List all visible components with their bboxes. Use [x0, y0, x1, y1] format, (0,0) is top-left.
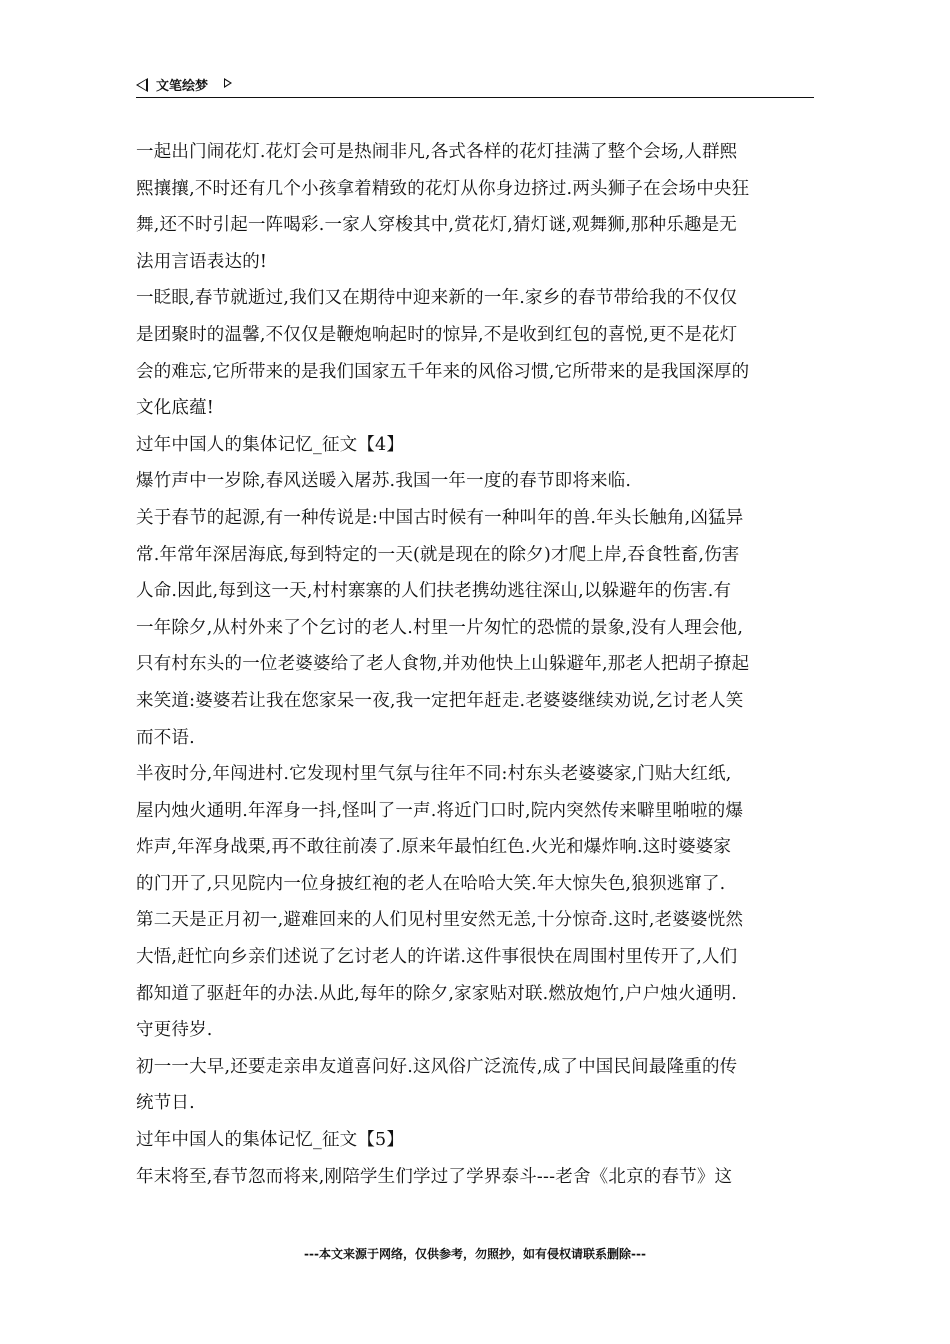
text-line: 炸声,年浑身战栗,再不敢往前凑了.原来年最怕红色.火光和爆炸响.这时婆婆家 [136, 837, 732, 858]
text-line: 大悟,赶忙向乡亲们述说了乞讨老人的许诺.这件事很快在周围村里传开了,人们 [136, 947, 738, 968]
text-line: 文化底蕴! [136, 398, 215, 419]
triangle-left-icon [136, 78, 148, 92]
text-line: 一眨眼,春节就逝过,我们又在期待中迎来新的一年.家乡的春节带给我的不仅仅 [136, 288, 738, 309]
text-line: 爆竹声中一岁除,春风送暖入屠苏.我国一年一度的春节即将来临. [136, 471, 632, 492]
text-line: 会的难忘,它所带来的是我们国家五千年来的风俗习惯,它所带来的是我国深厚的 [136, 361, 750, 382]
document-body [136, 134, 816, 1195]
text-line: 初一一大早,还要走亲串友道喜问好.这风俗广泛流传,成了中国民间最隆重的传 [136, 1056, 738, 1077]
text-line: 守更待岁. [136, 1020, 213, 1041]
triangle-right-icon [224, 78, 232, 88]
text-line: 来笑道:婆婆若让我在您家呆一夜,我一定把年赶走.老婆婆继续劝说,乞讨老人笑 [136, 690, 744, 711]
page-header [136, 74, 814, 98]
text-line: 都知道了驱赶年的办法.从此,每年的除夕,家家贴对联.燃放炮竹,户户烛火通明. [136, 983, 737, 1004]
text-line: 一起出门闹花灯.花灯会可是热闹非凡,各式各样的花灯挂满了整个会场,人群熙 [136, 142, 738, 162]
brand-label: 文笔绘梦 [156, 79, 209, 94]
text-line: 第二天是正月初一,避难回来的人们见村里安然无恙,十分惊奇.这时,老婆婆恍然 [136, 910, 744, 931]
text-line: 屋内烛火通明.年浑身一抖,怪叫了一声.将近门口时,院内突然传来噼里啪啦的爆 [136, 800, 744, 821]
text-line: 而不语. [136, 727, 195, 748]
text-line: 年末将至,春节忽而将来,刚陪学生们学过了学界泰斗---老舍《北京的春节》这 [136, 1166, 733, 1187]
text-line: 统节日. [136, 1093, 195, 1114]
text-line: 的门开了,只见院内一位身披红袍的老人在哈哈大笑.年大惊失色,狼狈逃窜了. [136, 873, 726, 894]
text-line: 过年中国人的集体记忆_征文【5】 [136, 1130, 405, 1151]
text-line: 关于春节的起源,有一种传说是:中国古时候有一种叫年的兽.年头长触角,凶猛异 [136, 507, 744, 528]
text-line: 一年除夕,从村外来了个乞讨的老人.村里一片匆忙的恐慌的景象,没有人理会他, [136, 617, 744, 638]
text-line: 常.年常年深居海底,每到特定的一天(就是现在的除夕)才爬上岸,吞食牲畜,伤害 [136, 544, 740, 565]
text-line: 过年中国人的集体记忆_征文【4】 [136, 434, 405, 455]
text-line: 法用言语表达的! [136, 251, 268, 272]
header-rule [136, 97, 814, 98]
text-line: 只有村东头的一位老婆婆给了老人食物,并劝他快上山躲避年,那老人把胡子撩起 [136, 654, 750, 675]
text-line: 熙攘攘,不时还有几个小孩拿着精致的花灯从你身边挤过.两头狮子在会场中央狂 [136, 178, 750, 199]
text-line: 是团聚时的温馨,不仅仅是鞭炮响起时的惊异,不是收到红包的喜悦,更不是花灯 [136, 324, 738, 345]
page-footer: ---本文来源于网络，仅供参考，勿照抄，如有侵权请联系删除--- [304, 1247, 646, 1261]
text-line: 半夜时分,年闯进村.它发现村里气氛与往年不同:村东头老婆婆家,门贴大红纸, [136, 764, 732, 785]
text-line: 人命.因此,每到这一天,村村寨寨的人们扶老携幼逃往深山,以躲避年的伤害.有 [136, 581, 732, 602]
text-line: 舞,还不时引起一阵喝彩.一家人穿梭其中,赏花灯,猜灯谜,观舞狮,那种乐趣是无 [136, 215, 737, 236]
